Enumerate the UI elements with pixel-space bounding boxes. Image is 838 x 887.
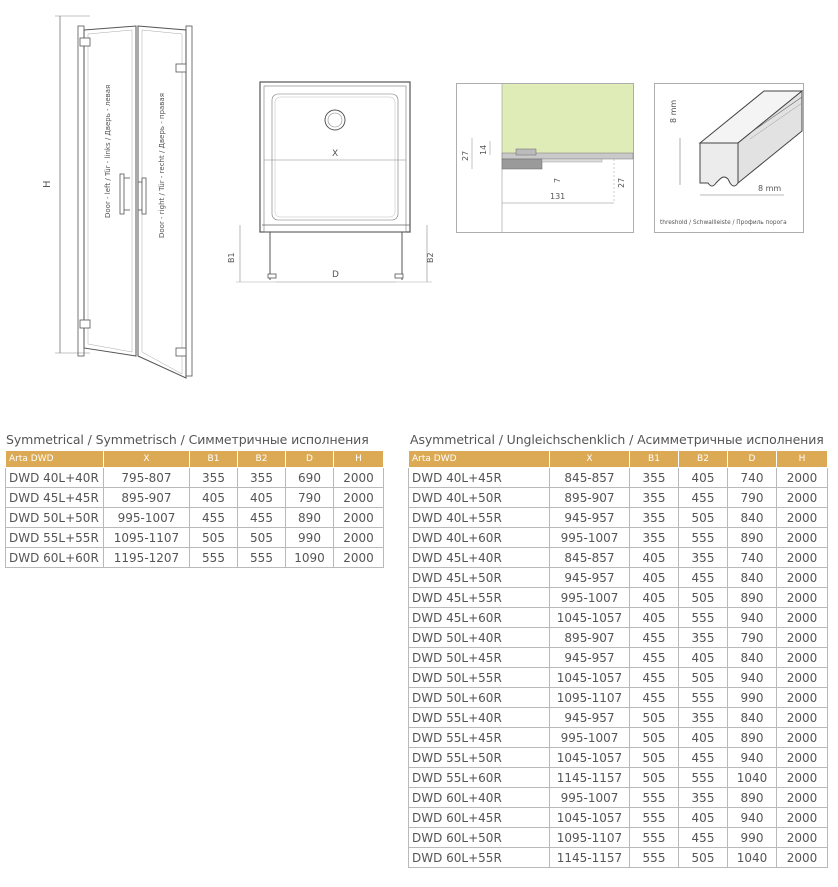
table-cell: 455 — [630, 668, 679, 688]
table-cell: DWD 60L+55R — [409, 848, 550, 868]
table-cell: DWD 50L+40R — [409, 628, 550, 648]
table-cell: 555 — [679, 768, 728, 788]
dim-27-right: 27 — [617, 177, 626, 188]
table-row — [409, 548, 828, 568]
b2-label: B2 — [426, 252, 435, 263]
table-cell: 995-1007 — [550, 728, 630, 748]
table-cell: 795-807 — [104, 468, 190, 488]
table-cell: 890 — [728, 588, 777, 608]
table-cell: 505 — [238, 528, 286, 548]
table-cell: 995-1007 — [550, 788, 630, 808]
table-cell: 1195-1207 — [104, 548, 190, 568]
table-cell: 355 — [630, 528, 679, 548]
table-cell: 895-907 — [104, 488, 190, 508]
height-label: H — [42, 180, 53, 188]
table-cell: 2000 — [777, 548, 828, 568]
door-elevation-drawing — [30, 8, 210, 388]
table-cell: 945-957 — [550, 648, 630, 668]
table-cell: 2000 — [777, 808, 828, 828]
table-cell: 940 — [728, 808, 777, 828]
threshold-profile-drawing — [654, 83, 804, 233]
table-cell: DWD 45L+60R — [409, 608, 550, 628]
table-cell: 505 — [679, 508, 728, 528]
table-row — [409, 668, 828, 688]
table-cell: 2000 — [777, 468, 828, 488]
table-cell: 505 — [630, 768, 679, 788]
table-cell: 2000 — [777, 688, 828, 708]
column-header: H — [777, 451, 828, 468]
table-cell: 940 — [728, 748, 777, 768]
table-cell: DWD 60L+50R — [409, 828, 550, 848]
table-cell: 455 — [679, 748, 728, 768]
table-cell: 2000 — [777, 508, 828, 528]
table-cell: 1040 — [728, 848, 777, 868]
table-cell: 355 — [630, 468, 679, 488]
table-row — [6, 508, 384, 528]
table-cell: DWD 40L+55R — [409, 508, 550, 528]
table-cell: 1045-1057 — [550, 748, 630, 768]
table-cell: 1090 — [286, 548, 334, 568]
table-cell: 2000 — [777, 488, 828, 508]
table-row — [409, 708, 828, 728]
table-cell: 355 — [238, 468, 286, 488]
table-cell: 790 — [728, 488, 777, 508]
table-cell: DWD 55L+55R — [6, 528, 104, 548]
table-cell: DWD 60L+60R — [6, 548, 104, 568]
table-cell: 995-1007 — [550, 588, 630, 608]
table-cell: 455 — [630, 628, 679, 648]
table-cell: 2000 — [777, 628, 828, 648]
profile-caption: threshold / Schwallleiste / Профиль порога — [660, 220, 787, 226]
table-cell: 355 — [679, 548, 728, 568]
table-cell: 1045-1057 — [550, 608, 630, 628]
table-cell: 1095-1107 — [550, 688, 630, 708]
asymmetrical-title: Asymmetrical / Ungleichschenklich / Асимметричные исполнения — [410, 432, 824, 447]
plan-opening-label: D — [332, 270, 339, 280]
table-cell: 2000 — [777, 848, 828, 868]
column-header: D — [728, 451, 777, 468]
table-cell: 555 — [630, 788, 679, 808]
table-cell: 2000 — [777, 608, 828, 628]
table-cell: 940 — [728, 668, 777, 688]
table-cell: 1045-1057 — [550, 808, 630, 828]
table-cell: 845-857 — [550, 548, 630, 568]
table-cell: 1145-1157 — [550, 768, 630, 788]
table-header-row — [6, 451, 384, 468]
table-row — [409, 568, 828, 588]
table-cell: 1145-1157 — [550, 848, 630, 868]
table-cell: 555 — [630, 808, 679, 828]
table-cell: 2000 — [334, 468, 384, 488]
table-cell: 1095-1107 — [104, 528, 190, 548]
table-cell: 890 — [286, 508, 334, 528]
table-cell: 455 — [630, 648, 679, 668]
table-cell: 890 — [728, 788, 777, 808]
table-cell: 990 — [728, 828, 777, 848]
table-cell: 990 — [286, 528, 334, 548]
table-cell: 740 — [728, 548, 777, 568]
table-cell: 2000 — [777, 668, 828, 688]
table-cell: 455 — [679, 488, 728, 508]
table-cell: 555 — [630, 848, 679, 868]
table-cell: 890 — [728, 728, 777, 748]
table-cell: 2000 — [334, 528, 384, 548]
table-row — [409, 848, 828, 868]
table-cell: 355 — [679, 628, 728, 648]
threshold-section-drawing — [456, 83, 634, 233]
table-row — [409, 728, 828, 748]
table-cell: 2000 — [777, 788, 828, 808]
table-cell: 945-957 — [550, 508, 630, 528]
profile-width-label: 8 mm — [758, 184, 782, 193]
table-row — [409, 608, 828, 628]
table-cell: 455 — [190, 508, 238, 528]
table-row — [6, 468, 384, 488]
table-row — [409, 648, 828, 668]
table-cell: DWD 45L+55R — [409, 588, 550, 608]
profile-height-label: 8 mm — [669, 99, 678, 123]
table-cell: 2000 — [334, 508, 384, 528]
table-cell: DWD 50L+55R — [409, 668, 550, 688]
table-cell: 455 — [238, 508, 286, 528]
table-cell: 840 — [728, 568, 777, 588]
table-cell: 405 — [630, 568, 679, 588]
table-cell: 995-1007 — [104, 508, 190, 528]
table-cell: 995-1007 — [550, 528, 630, 548]
table-cell: 790 — [286, 488, 334, 508]
table-cell: 945-957 — [550, 708, 630, 728]
table-row — [409, 768, 828, 788]
table-cell: 355 — [630, 488, 679, 508]
dim-27-left: 27 — [461, 150, 470, 161]
table-cell: DWD 40L+50R — [409, 488, 550, 508]
table-row — [409, 588, 828, 608]
table-row — [409, 688, 828, 708]
table-cell: DWD 50L+45R — [409, 648, 550, 668]
table-cell: DWD 45L+40R — [409, 548, 550, 568]
table-row — [409, 808, 828, 828]
table-row — [409, 788, 828, 808]
table-cell: 845-857 — [550, 468, 630, 488]
table-cell: 2000 — [777, 828, 828, 848]
table-cell: DWD 40L+45R — [409, 468, 550, 488]
table-cell: 2000 — [777, 648, 828, 668]
table-cell: 405 — [679, 468, 728, 488]
table-cell: 505 — [679, 588, 728, 608]
plan-view-drawing — [220, 70, 445, 295]
table-cell: 455 — [679, 568, 728, 588]
column-header: D — [286, 451, 334, 468]
table-cell: 990 — [728, 688, 777, 708]
column-header: Arta DWD — [6, 451, 104, 468]
table-cell: 895-907 — [550, 488, 630, 508]
door-right-label: Door - right / Tür - recht / Дверь - правая — [158, 93, 166, 238]
table-cell: 1040 — [728, 768, 777, 788]
table-cell: 355 — [190, 468, 238, 488]
table-cell: DWD 55L+40R — [409, 708, 550, 728]
table-cell: 355 — [679, 788, 728, 808]
table-row — [409, 748, 828, 768]
table-row — [409, 508, 828, 528]
plan-width-label: X — [332, 149, 339, 159]
table-cell: 555 — [679, 608, 728, 628]
table-row — [409, 528, 828, 548]
table-row — [409, 488, 828, 508]
table-cell: 2000 — [777, 568, 828, 588]
table-row — [409, 628, 828, 648]
table-cell: DWD 55L+50R — [409, 748, 550, 768]
column-header: B2 — [679, 451, 728, 468]
table-row — [409, 828, 828, 848]
table-cell: DWD 55L+45R — [409, 728, 550, 748]
table-cell: 505 — [679, 848, 728, 868]
table-cell: DWD 40L+40R — [6, 468, 104, 488]
dim-14: 14 — [479, 144, 488, 155]
table-cell: 840 — [728, 508, 777, 528]
table-cell: 790 — [728, 628, 777, 648]
table-cell: 840 — [728, 648, 777, 668]
table-cell: 555 — [238, 548, 286, 568]
symmetrical-title: Symmetrical / Symmetrisch / Симметричные исполнения — [6, 432, 369, 447]
table-cell: 405 — [238, 488, 286, 508]
table-cell: 555 — [630, 828, 679, 848]
table-cell: 690 — [286, 468, 334, 488]
asymmetrical-table — [408, 450, 828, 868]
column-header: X — [550, 451, 630, 468]
table-cell: 2000 — [777, 748, 828, 768]
table-cell: 355 — [679, 708, 728, 728]
table-cell: 2000 — [777, 528, 828, 548]
table-cell: 405 — [630, 548, 679, 568]
table-cell: 2000 — [777, 588, 828, 608]
column-header: Arta DWD — [409, 451, 550, 468]
column-header: B2 — [238, 451, 286, 468]
table-cell: 455 — [630, 688, 679, 708]
table-cell: DWD 55L+60R — [409, 768, 550, 788]
table-cell: DWD 50L+60R — [409, 688, 550, 708]
table-cell: 505 — [190, 528, 238, 548]
table-cell: 2000 — [777, 708, 828, 728]
door-left-label: Door - left / Tür - links / Дверь - левая — [104, 84, 112, 218]
table-cell: 2000 — [334, 548, 384, 568]
table-cell: 355 — [630, 508, 679, 528]
dim-7: 7 — [553, 177, 562, 183]
table-cell: 2000 — [777, 768, 828, 788]
table-cell: 405 — [679, 648, 728, 668]
table-cell: 1095-1107 — [550, 828, 630, 848]
table-cell: 555 — [190, 548, 238, 568]
table-cell: 2000 — [777, 728, 828, 748]
table-cell: 505 — [630, 748, 679, 768]
table-cell: 2000 — [334, 488, 384, 508]
table-cell: 405 — [679, 728, 728, 748]
table-row — [409, 468, 828, 488]
table-cell: 405 — [190, 488, 238, 508]
table-row — [6, 528, 384, 548]
table-cell: 740 — [728, 468, 777, 488]
dim-131: 131 — [550, 192, 566, 201]
table-cell: 505 — [630, 708, 679, 728]
table-cell: 455 — [679, 828, 728, 848]
table-cell: 890 — [728, 528, 777, 548]
table-cell: 505 — [630, 728, 679, 748]
table-cell: 405 — [679, 808, 728, 828]
table-cell: DWD 50L+50R — [6, 508, 104, 528]
table-cell: 405 — [630, 608, 679, 628]
table-cell: DWD 45L+45R — [6, 488, 104, 508]
column-header: B1 — [190, 451, 238, 468]
table-row — [6, 488, 384, 508]
table-cell: DWD 45L+50R — [409, 568, 550, 588]
table-cell: 840 — [728, 708, 777, 728]
table-cell: 505 — [679, 668, 728, 688]
table-row — [6, 548, 384, 568]
table-cell: DWD 40L+60R — [409, 528, 550, 548]
table-cell: 555 — [679, 688, 728, 708]
table-header-row — [409, 451, 828, 468]
table-cell: DWD 60L+40R — [409, 788, 550, 808]
table-cell: 1045-1057 — [550, 668, 630, 688]
column-header: H — [334, 451, 384, 468]
table-cell: 940 — [728, 608, 777, 628]
table-cell: 895-907 — [550, 628, 630, 648]
table-cell: 555 — [679, 528, 728, 548]
table-cell: 405 — [630, 588, 679, 608]
column-header: X — [104, 451, 190, 468]
symmetrical-table — [5, 450, 384, 568]
column-header: B1 — [630, 451, 679, 468]
table-cell: DWD 60L+45R — [409, 808, 550, 828]
table-cell: 945-957 — [550, 568, 630, 588]
b1-label: B1 — [227, 252, 236, 263]
